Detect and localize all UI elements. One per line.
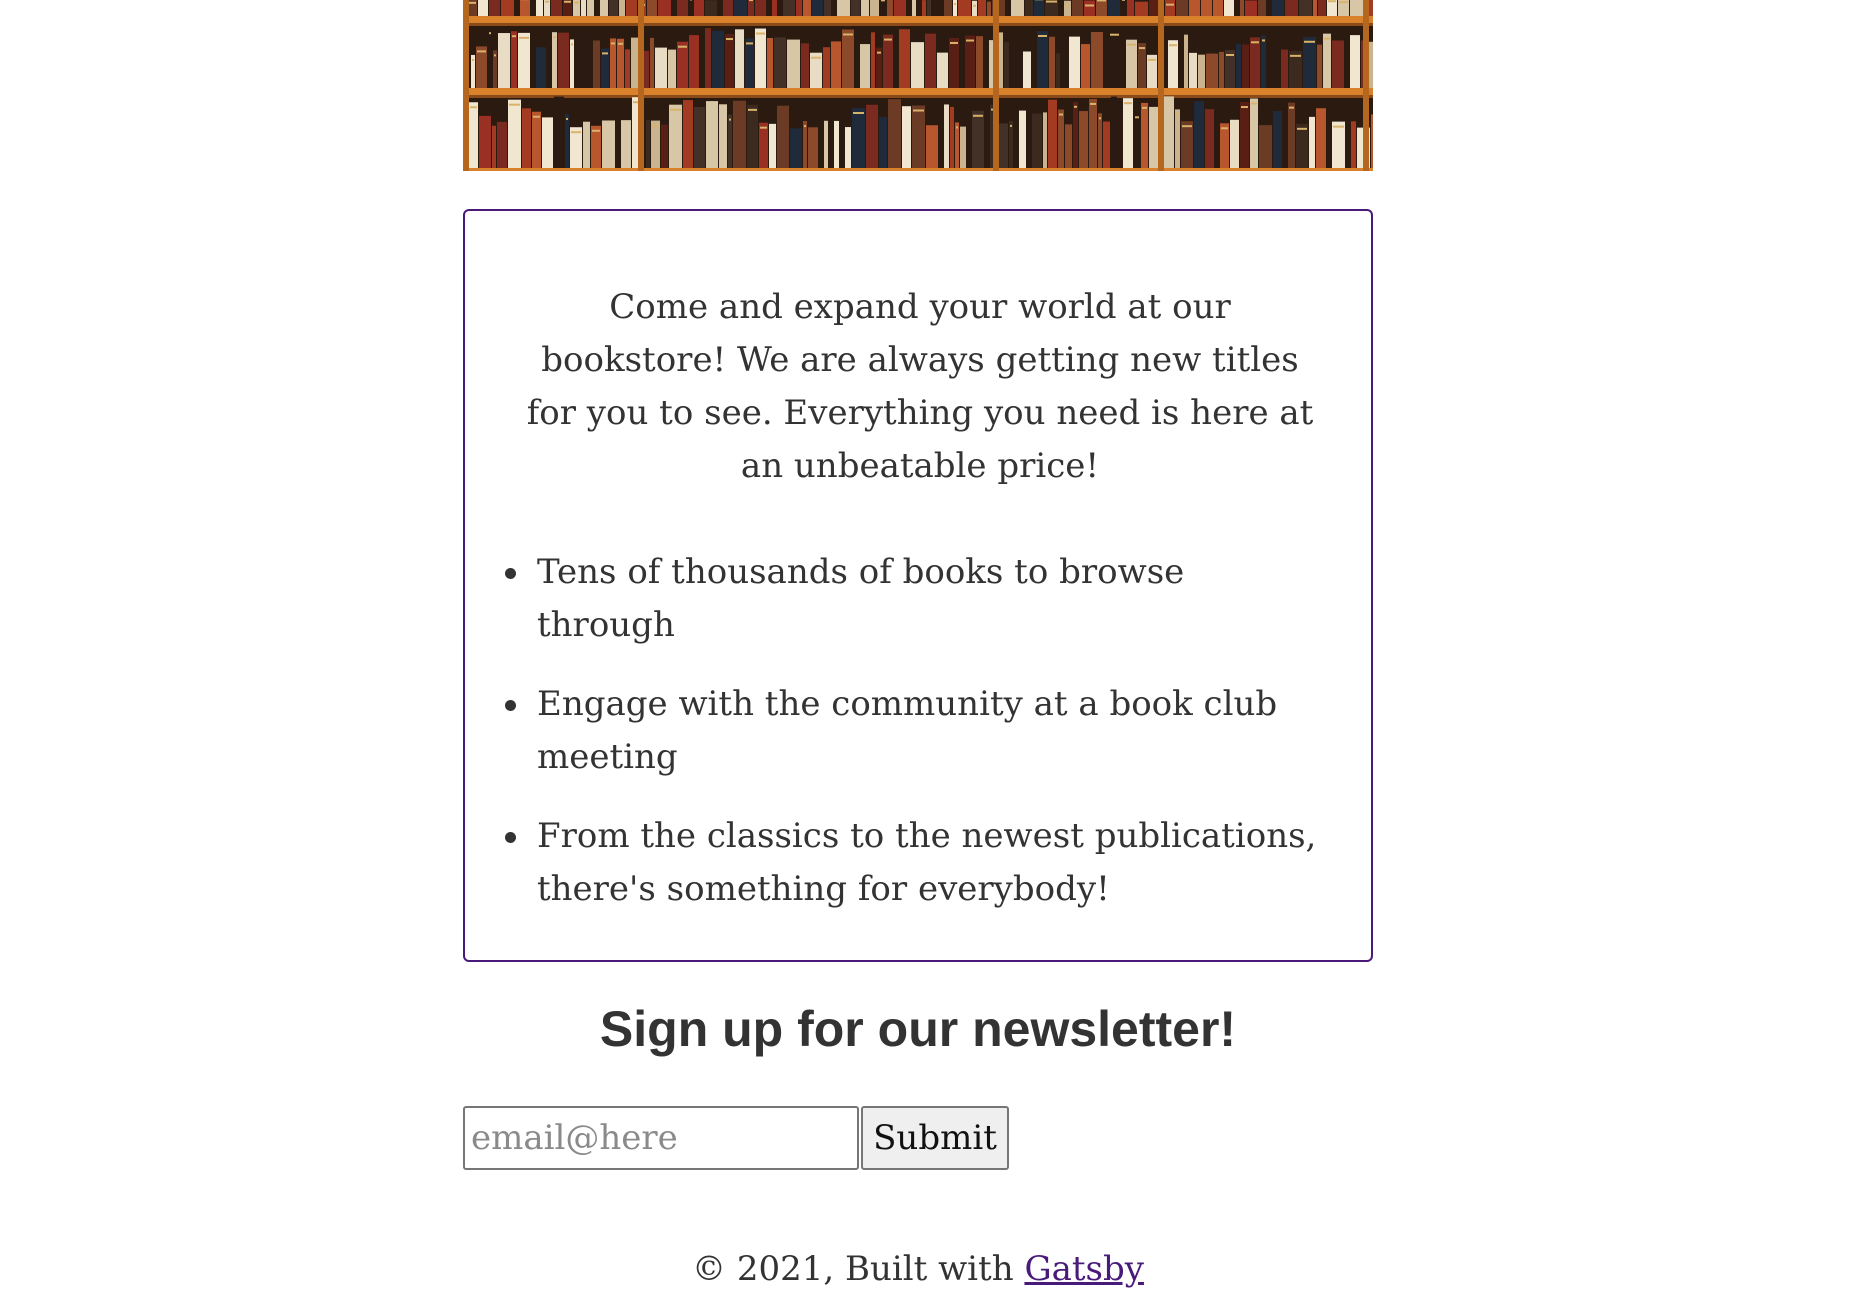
page-container bbox=[463, 0, 1373, 962]
feature-item: From the classics to the newest publications, there's something for everybody! bbox=[537, 810, 1327, 916]
info-card bbox=[463, 209, 1373, 962]
footer-text: © 2021, Built with bbox=[692, 1249, 1014, 1289]
footer bbox=[463, 1244, 1373, 1294]
feature-item: Tens of thousands of books to browse through bbox=[537, 546, 1327, 652]
newsletter-heading: Sign up for our newsletter! bbox=[463, 994, 1373, 1064]
intro-text: Come and expand your world at our bookstore! We are always getting new titles for you to see. Everything you need is here at an unbeatable price! bbox=[525, 281, 1315, 493]
feature-item: Engage with the community at a book club meeting bbox=[537, 678, 1327, 784]
bookshelf-photo bbox=[463, 0, 1373, 171]
gatsby-link[interactable]: Gatsby bbox=[1024, 1249, 1144, 1289]
newsletter-form bbox=[463, 1106, 1009, 1170]
email-input[interactable] bbox=[463, 1106, 859, 1170]
hero-image bbox=[463, 0, 1373, 171]
submit-button[interactable]: Submit bbox=[861, 1106, 1009, 1170]
feature-list bbox=[501, 546, 1327, 942]
